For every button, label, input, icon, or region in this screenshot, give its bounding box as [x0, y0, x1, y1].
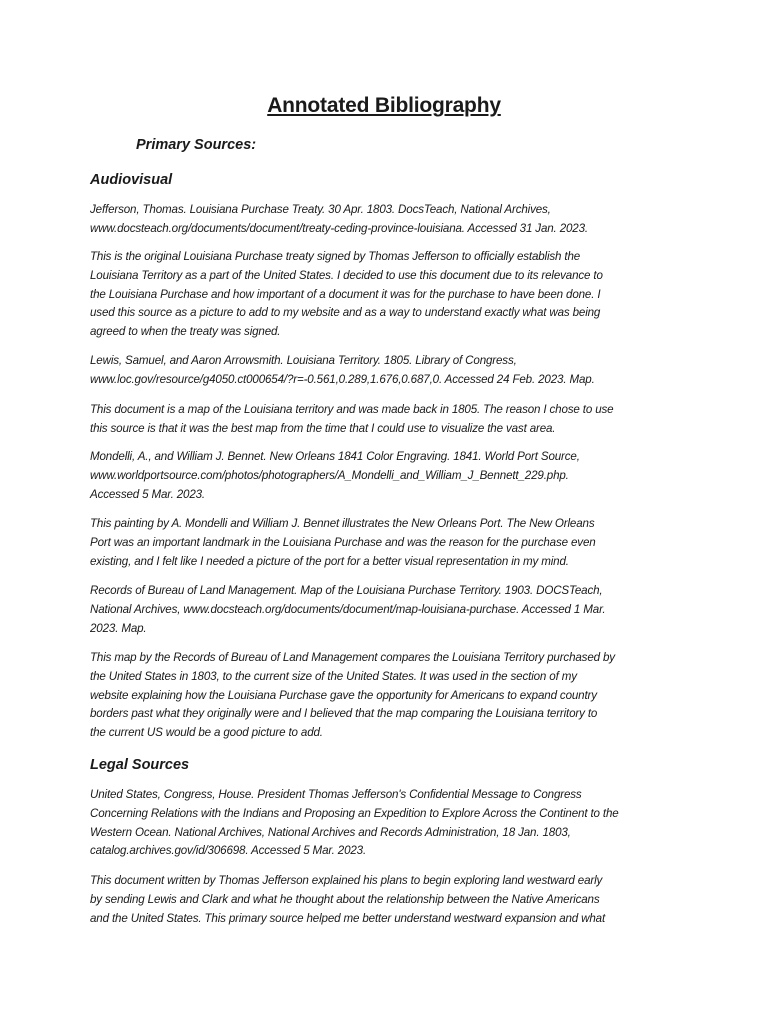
- annotation-lewis-arrowsmith: [90, 401, 690, 439]
- text-line: used this source as a picture to add to my website and as a way to understand exactly what was being: [90, 306, 601, 320]
- text-line: This is the original Louisiana Purchase treaty signed by Thomas Jefferson to officially establish the: [90, 250, 581, 263]
- text-line: existing, and I felt like I needed a picture of the port for a better visual representation in my mind.: [90, 554, 569, 568]
- section-heading-legal-sources: Legal Sources: [90, 757, 190, 773]
- citation-jefferson-treaty: [90, 201, 690, 239]
- section-heading-audiovisual: Audiovisual: [90, 172, 173, 188]
- text-line: agreed to when the treaty was signed.: [90, 325, 281, 339]
- citation-jefferson-confidential-message: [90, 786, 690, 861]
- annotation-bureau-land-management: [90, 649, 690, 743]
- text-line: United States, Congress, House. President Thomas Jefferson's Confidential Message to Congress: [90, 788, 582, 801]
- text-line: Louisiana Territory as a part of the United States. I decided to use this document due to its relevance to: [90, 268, 603, 282]
- primary-sources-heading: Primary Sources:: [136, 137, 257, 153]
- text-line: Port was an important landmark in the Louisiana Purchase and was the reason for the purchase even: [90, 535, 596, 549]
- text-line: This map by the Records of Bureau of Land Management compares the Louisiana Territory purchased by: [90, 651, 615, 664]
- text-line: This document is a map of the Louisiana territory and was made back in 1805. The reason I chose to use: [90, 403, 614, 416]
- text-line: website explaining how the Louisiana Purchase gave the opportunity for Americans to expand country: [90, 688, 597, 702]
- text-line: www.docsteach.org/documents/document/treaty-ceding-province-louisiana. Accessed 31 Jan. 2023.: [90, 221, 588, 235]
- annotation-jefferson-treaty: [90, 248, 690, 342]
- text-line: 2023. Map.: [90, 621, 147, 635]
- text-line: Records of Bureau of Land Management. Map of the Louisiana Purchase Territory. 1903. DOCSTeach,: [90, 584, 603, 597]
- text-line: catalog.archives.gov/id/306698. Accessed 5 Mar. 2023.: [90, 844, 367, 858]
- page-title: Annotated Bibliography: [267, 94, 501, 117]
- text-line: www.worldportsource.com/photos/photographers/A_Mondelli_and_William_J_Bennett_229.php.: [90, 468, 569, 482]
- text-line: Accessed 5 Mar. 2023.: [90, 487, 205, 501]
- text-line: Western Ocean. National Archives, National Archives and Records Administration, 18 Jan. 1803,: [90, 825, 571, 839]
- text-line: This painting by A. Mondelli and William J. Bennet illustrates the New Orleans Port. The New Orleans: [90, 517, 595, 530]
- text-line: the current US would be a good picture to add.: [90, 726, 323, 740]
- text-line: this source is that it was the best map from the time that I could use to visualize the vast area.: [90, 421, 556, 435]
- text-line: This document written by Thomas Jefferson explained his plans to begin exploring land westward early: [90, 874, 603, 887]
- annotation-jefferson-confidential-message: [90, 872, 690, 928]
- annotation-mondelli-bennet: [90, 515, 690, 571]
- citation-bureau-land-management: [90, 582, 690, 638]
- citation-lewis-arrowsmith: [90, 352, 690, 390]
- text-line: borders past what they originally were and I believed that the map comparing the Louisiana territory to: [90, 707, 598, 721]
- text-line: Mondelli, A., and William J. Bennet. New Orleans 1841 Color Engraving. 1841. World Port Source,: [90, 450, 580, 463]
- text-line: Concerning Relations with the Indians and Proposing an Expedition to Explore Across the Continent to the: [90, 806, 619, 820]
- text-line: National Archives, www.docsteach.org/documents/document/map-louisiana-purchase. Accessed 1 Mar.: [90, 602, 606, 616]
- text-line: by sending Lewis and Clark and what he thought about the relationship between the Native Americans: [90, 892, 600, 906]
- text-line: and the United States. This primary source helped me better understand westward expansion and what: [90, 911, 606, 925]
- text-line: the Louisiana Purchase and how important of a document it was for the purchase to have been done. I: [90, 287, 601, 301]
- text-line: the United States in 1803, to the current size of the United States. It was used in the section of my: [90, 669, 577, 683]
- text-line: Lewis, Samuel, and Aaron Arrowsmith. Louisiana Territory. 1805. Library of Congress,: [90, 354, 517, 367]
- text-line: www.loc.gov/resource/g4050.ct000654/?r=-0.561,0.289,1.676,0.687,0. Accessed 24 Feb. 2023. Map.: [90, 372, 595, 386]
- text-line: Jefferson, Thomas. Louisiana Purchase Treaty. 30 Apr. 1803. DocsTeach, National Archives,: [90, 203, 551, 216]
- citation-mondelli-bennet: [90, 448, 690, 504]
